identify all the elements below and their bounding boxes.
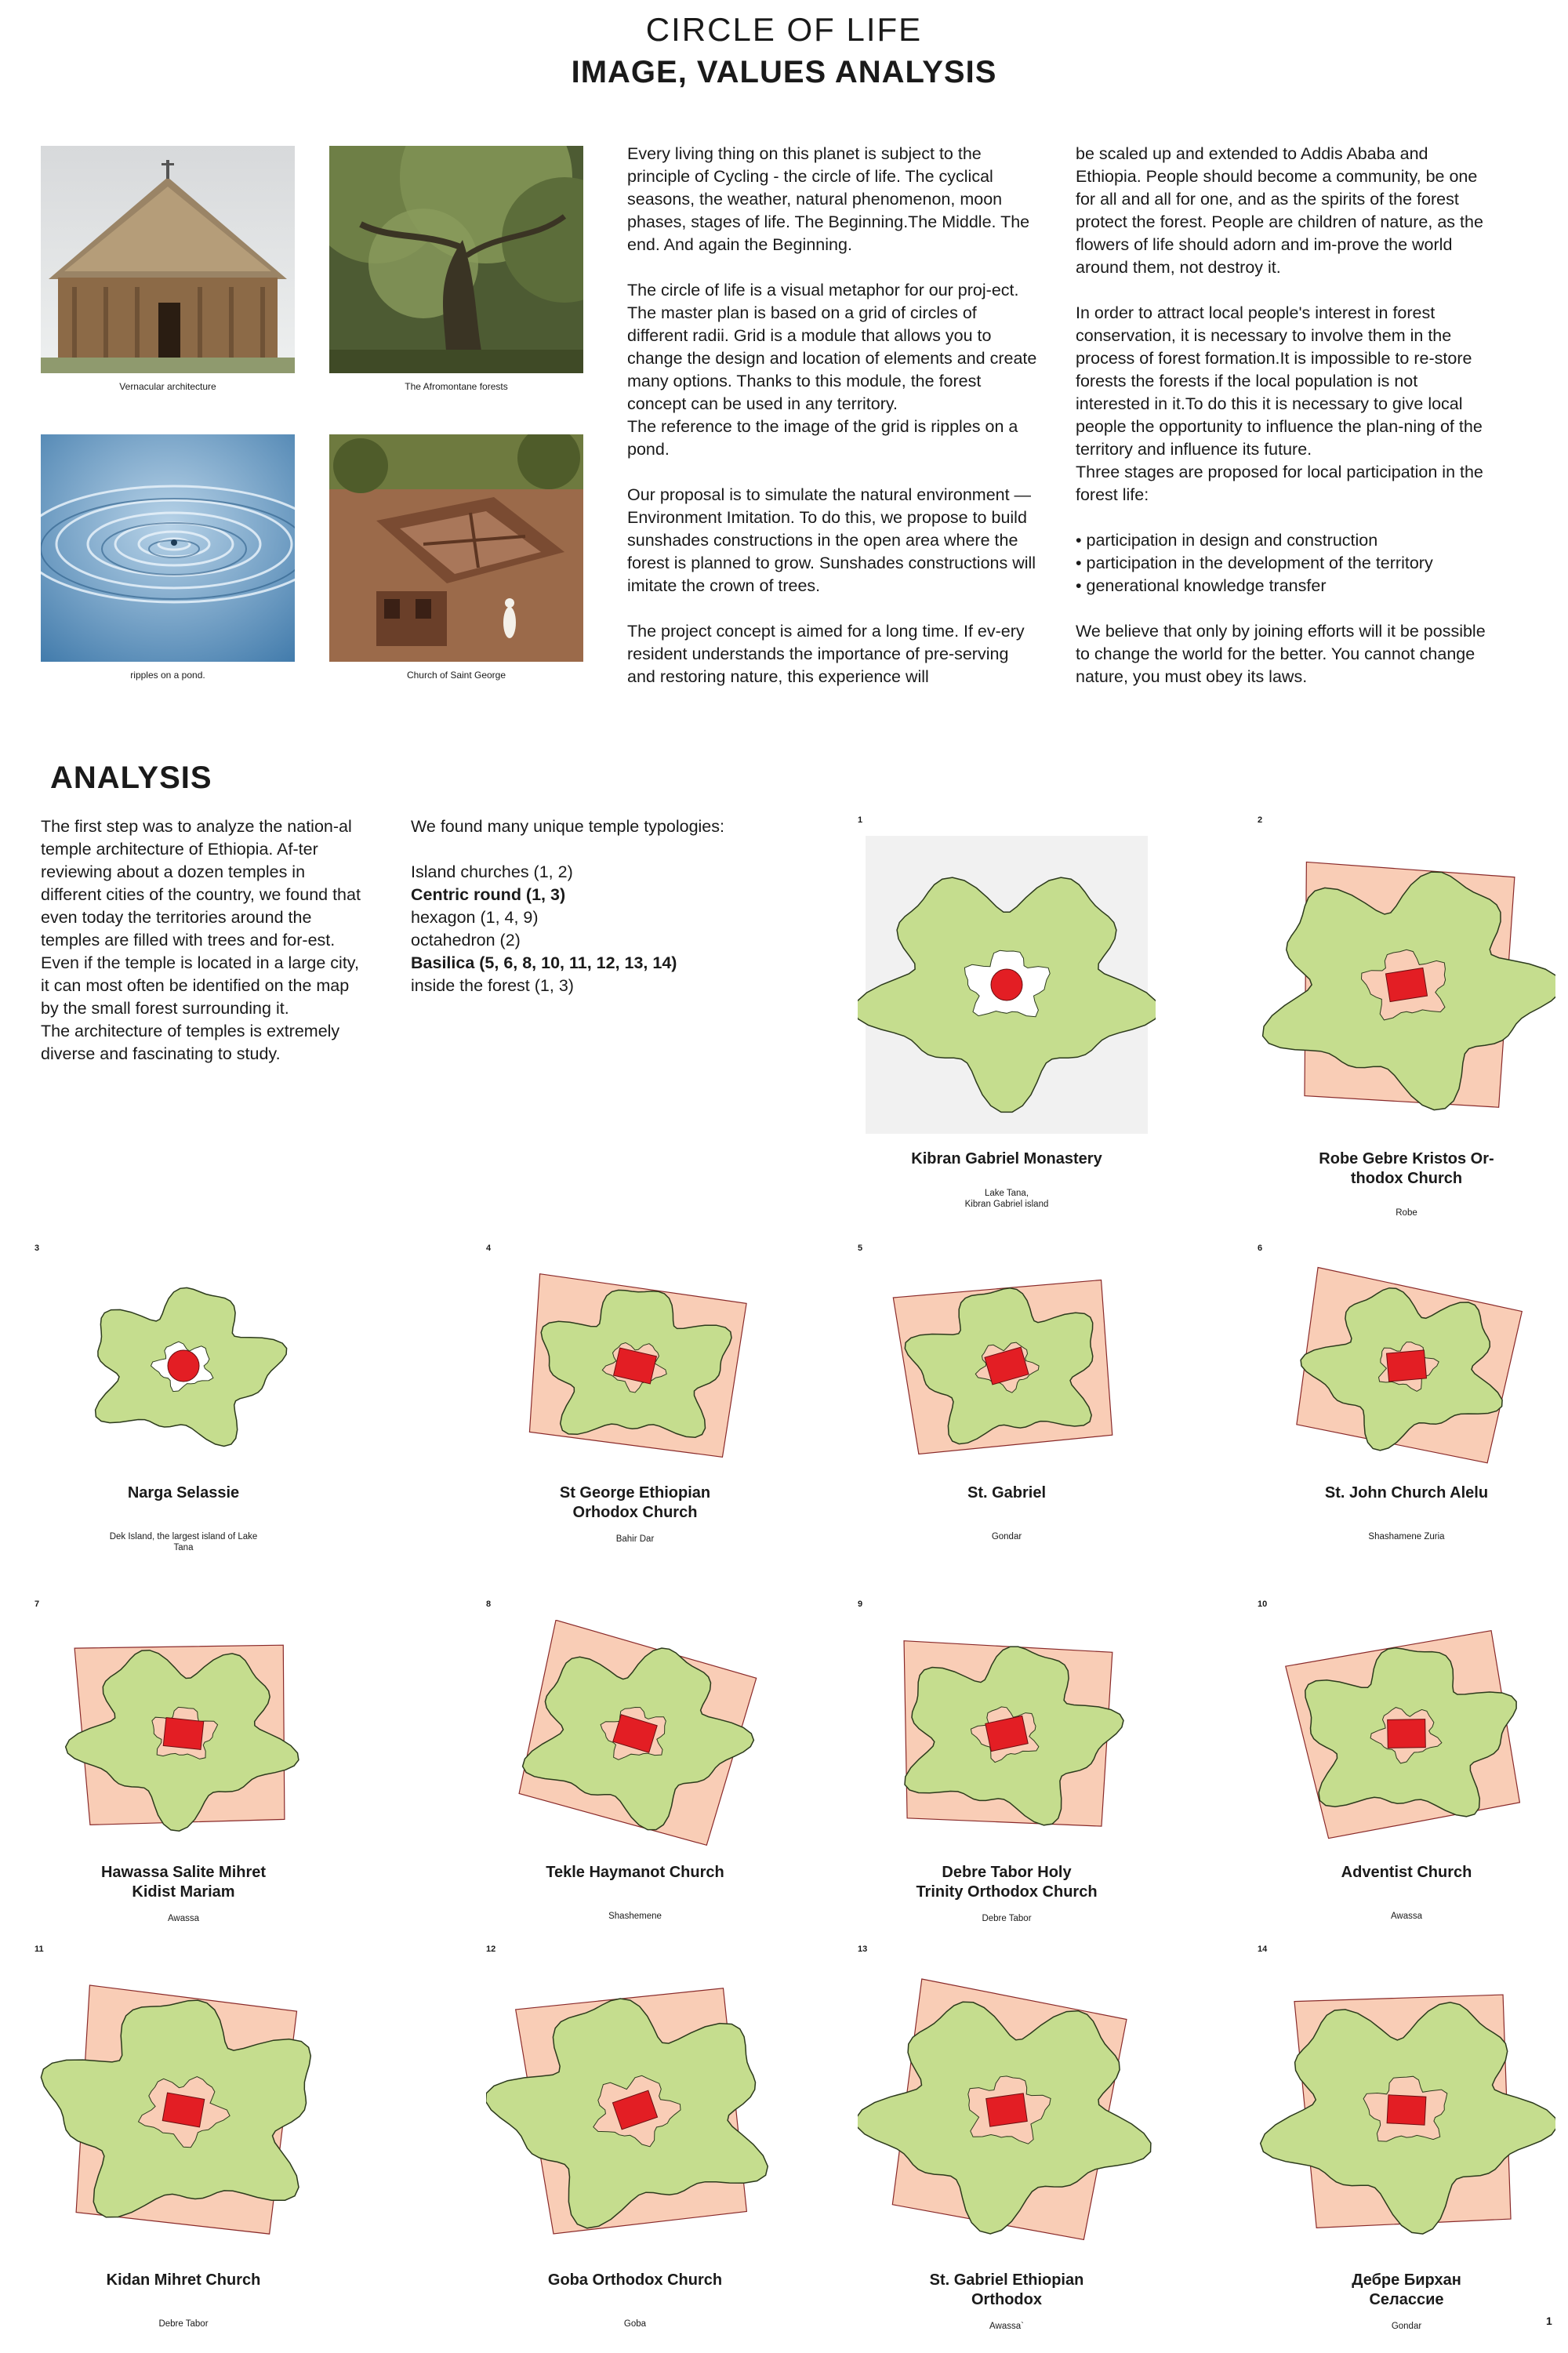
temple-site-plan: [858, 836, 1156, 1134]
temple-location: Awassa: [167, 1914, 200, 1923]
typologies-intro: We found many unique temple typologies:: [411, 817, 724, 836]
temple-name: St. Gabriel Ethiopian Orthodox: [929, 2271, 1084, 2308]
typology-item: inside the forest (1, 3): [411, 976, 574, 995]
temple-card: [486, 1244, 784, 1545]
temple-name: Narga Selassie: [127, 1484, 240, 1501]
temple-number: 14: [1258, 1944, 1268, 1954]
temple-card: [34, 1944, 332, 2329]
temple-card: [858, 1244, 1156, 1542]
typologies-list: [411, 861, 771, 997]
temple-name: Дебре Бирхан Селассие: [1352, 2271, 1461, 2308]
temple-card: [858, 1944, 1156, 2332]
photo-afromontane-forests: [329, 146, 583, 373]
temple-name: St. Gabriel: [967, 1484, 1047, 1501]
temple-name: Robe Gebre Kristos Or- thodox Church: [1319, 1150, 1494, 1187]
temple-location: Shashamene Zuria: [1368, 1532, 1445, 1541]
temple-site-plan: [486, 1264, 784, 1468]
temple-number: 9: [858, 1600, 863, 1609]
temple-location: Robe: [1396, 1208, 1417, 1218]
temple-card: [486, 1944, 784, 2329]
intro-text-column-1: Every living thing on this planet is subject to the principle of Cycling - the circle of life. The cyclical seasons, the weather, natural phenomenon, moon phases, stages of life. The Beginning.The Middle. The end. And again the Beginning. The circle of life is a visual metaphor for our proj-ect. The master plan is based on a grid of circles of different radii. Grid is a module that allows you to change the design and location of elements and create many options. Thanks to this module, the forest concept can be used in any territory. The reference to the image of the grid is ripples on a pond. Our proposal is to simulate the natural environment — Environment Imitation. To do this, we propose to build sunshades constructions in the open area where the forest is planned to grow. Sunshades constructions will imitate the crown of trees. The project concept is aimed for a long time. If ev-ery resident understands the importance of pre-serving and restoring nature, this experience will: [627, 144, 1037, 686]
temple-name: Goba Orthodox Church: [547, 2271, 723, 2289]
typology-item: hexagon (1, 4, 9): [411, 908, 539, 927]
temple-site-plan: [486, 1620, 784, 1847]
temple-site-plan: [858, 1965, 1156, 2255]
temple-card: [1258, 1244, 1555, 1542]
temple-site-plan: [486, 1965, 784, 2255]
temple-number: 5: [858, 1244, 863, 1253]
typology-item: Centric round (1, 3): [411, 885, 566, 904]
typology-item: octahedron (2): [411, 931, 521, 950]
temple-site-plan: [34, 1965, 332, 2255]
temple-building: [1388, 1719, 1426, 1748]
typology-item: Basilica (5, 6, 8, 10, 11, 12, 13, 14): [411, 953, 677, 972]
page-number: 1: [1546, 2315, 1552, 2327]
photo-caption: The Afromontane forests: [405, 381, 508, 392]
temple-location: Debre Tabor: [982, 1914, 1032, 1923]
temple-location: Gondar: [1391, 2322, 1422, 2331]
intro-text-column-2: be scaled up and extended to Addis Ababa and Ethiopia. People should become a community, be one for all and all for one, and as the spirits of the forest protect the forest. People are children of nature, as the flowers of life should adorn and im-prove the world around them, not destroy it. In order to attract local people's interest in forest conservation, it is necessary to involve them in the process of forest formation.It is impossible to re-store forests the forests if the local population is not interested in it.To do this it is necessary to give local people the opportunity to influence the plan-ning of the territory and influence its future. Three stages are proposed for local participation in the forest life: • participation in design and construction • participation in the development of the territory • generational knowledge transfer We believe that only by joining efforts will it be possible to change the world for the better. You cannot change nature, you must obey its laws.: [1076, 144, 1486, 686]
temple-name: Kidan Mihret Church: [106, 2271, 261, 2289]
temple-building: [162, 2093, 205, 2127]
temple-location: Goba: [623, 2319, 647, 2329]
temple-building: [1385, 968, 1427, 1001]
temple-name: Kibran Gabriel Monastery: [911, 1150, 1102, 1167]
temple-number: 6: [1258, 1244, 1263, 1253]
page-title: CIRCLE OF LIFE: [645, 11, 923, 48]
typology-item: Island churches (1, 2): [411, 862, 573, 881]
temple-card: [34, 1600, 332, 1924]
temple-number: 7: [34, 1600, 40, 1609]
temple-location: Awassa`: [989, 2322, 1024, 2331]
temple-site-plan: [1258, 1264, 1555, 1468]
temple-building: [163, 1718, 204, 1750]
temple-name: Hawassa Salite Mihret Kidist Mariam: [100, 1864, 267, 1901]
photo-caption: ripples on a pond.: [130, 670, 205, 681]
temple-location: Lake Tana, Kibran Gabriel island: [964, 1189, 1049, 1209]
temple-card: [486, 1600, 784, 1922]
temple-name: Adventist Church: [1341, 1864, 1472, 1881]
temple-card: [1258, 815, 1555, 1218]
photo-church-of-saint-george: [329, 434, 583, 662]
photo-ripples-on-pond: [41, 434, 295, 662]
temple-number: 4: [486, 1244, 492, 1253]
temple-name: St George Ethiopian Orhodox Church: [559, 1484, 711, 1521]
photo-caption: Church of Saint George: [406, 670, 506, 681]
temple-site-plan: [858, 1620, 1156, 1847]
temple-site-plan: [1258, 1965, 1555, 2255]
temple-name: Tekle Haymanot Church: [546, 1864, 724, 1881]
temple-card: [1258, 1600, 1555, 1922]
temple-building: [168, 1350, 199, 1382]
temple-number: 11: [34, 1944, 44, 1954]
temple-number: 12: [486, 1944, 496, 1954]
temple-location: Bahir Dar: [615, 1534, 655, 1544]
temple-name: Debre Tabor Holy Trinity Orthodox Church: [916, 1864, 1098, 1901]
photo-vernacular-architecture: [41, 146, 295, 373]
temple-location: Shashemene: [608, 1912, 662, 1921]
temple-building: [1387, 1350, 1427, 1382]
page-subtitle: IMAGE, VALUES ANALYSIS: [571, 55, 997, 89]
temple-location: Awassa: [1390, 1912, 1423, 1921]
photo-caption: Vernacular architecture: [119, 381, 216, 392]
temple-card: [1258, 1944, 1555, 2332]
temple-location: Dek Island, the largest island of Lake Tana: [109, 1532, 258, 1552]
temple-card: [858, 815, 1156, 1210]
temple-number: 1: [858, 815, 863, 825]
temple-number: 13: [858, 1944, 868, 1954]
temple-number: 10: [1258, 1600, 1268, 1609]
temple-site-plan: [858, 1264, 1156, 1468]
temple-site-plan: [34, 1620, 332, 1847]
temple-site-plan: [34, 1264, 332, 1468]
temple-number: 8: [486, 1600, 492, 1609]
temple-building: [986, 2093, 1028, 2126]
temple-location: Gondar: [991, 1532, 1022, 1541]
temple-number: 2: [1258, 815, 1263, 825]
temple-building: [1387, 2095, 1426, 2125]
temple-card: [34, 1244, 332, 1553]
temple-location: Debre Tabor: [158, 2319, 209, 2329]
temple-building: [991, 969, 1022, 1000]
temple-card: [858, 1600, 1156, 1924]
temple-site-plan: [1258, 836, 1555, 1134]
temple-number: 3: [34, 1244, 40, 1253]
temple-name: St. John Church Alelu: [1324, 1484, 1489, 1501]
analysis-heading: ANALYSIS: [50, 761, 212, 795]
temple-site-plan: [1258, 1620, 1555, 1847]
analysis-intro-text: The first step was to analyze the nation-al temple architecture of Ethiopia. Af-ter reviewing about a dozen temples in different cities of the country, we found that even today the territories around the temples are filled with trees and for-est. Even if the temple is located in a large city, it can most often be identified on the map by the small forest surrounding it. The architecture of temples is extremely diverse and fascinating to study.: [41, 817, 361, 1063]
